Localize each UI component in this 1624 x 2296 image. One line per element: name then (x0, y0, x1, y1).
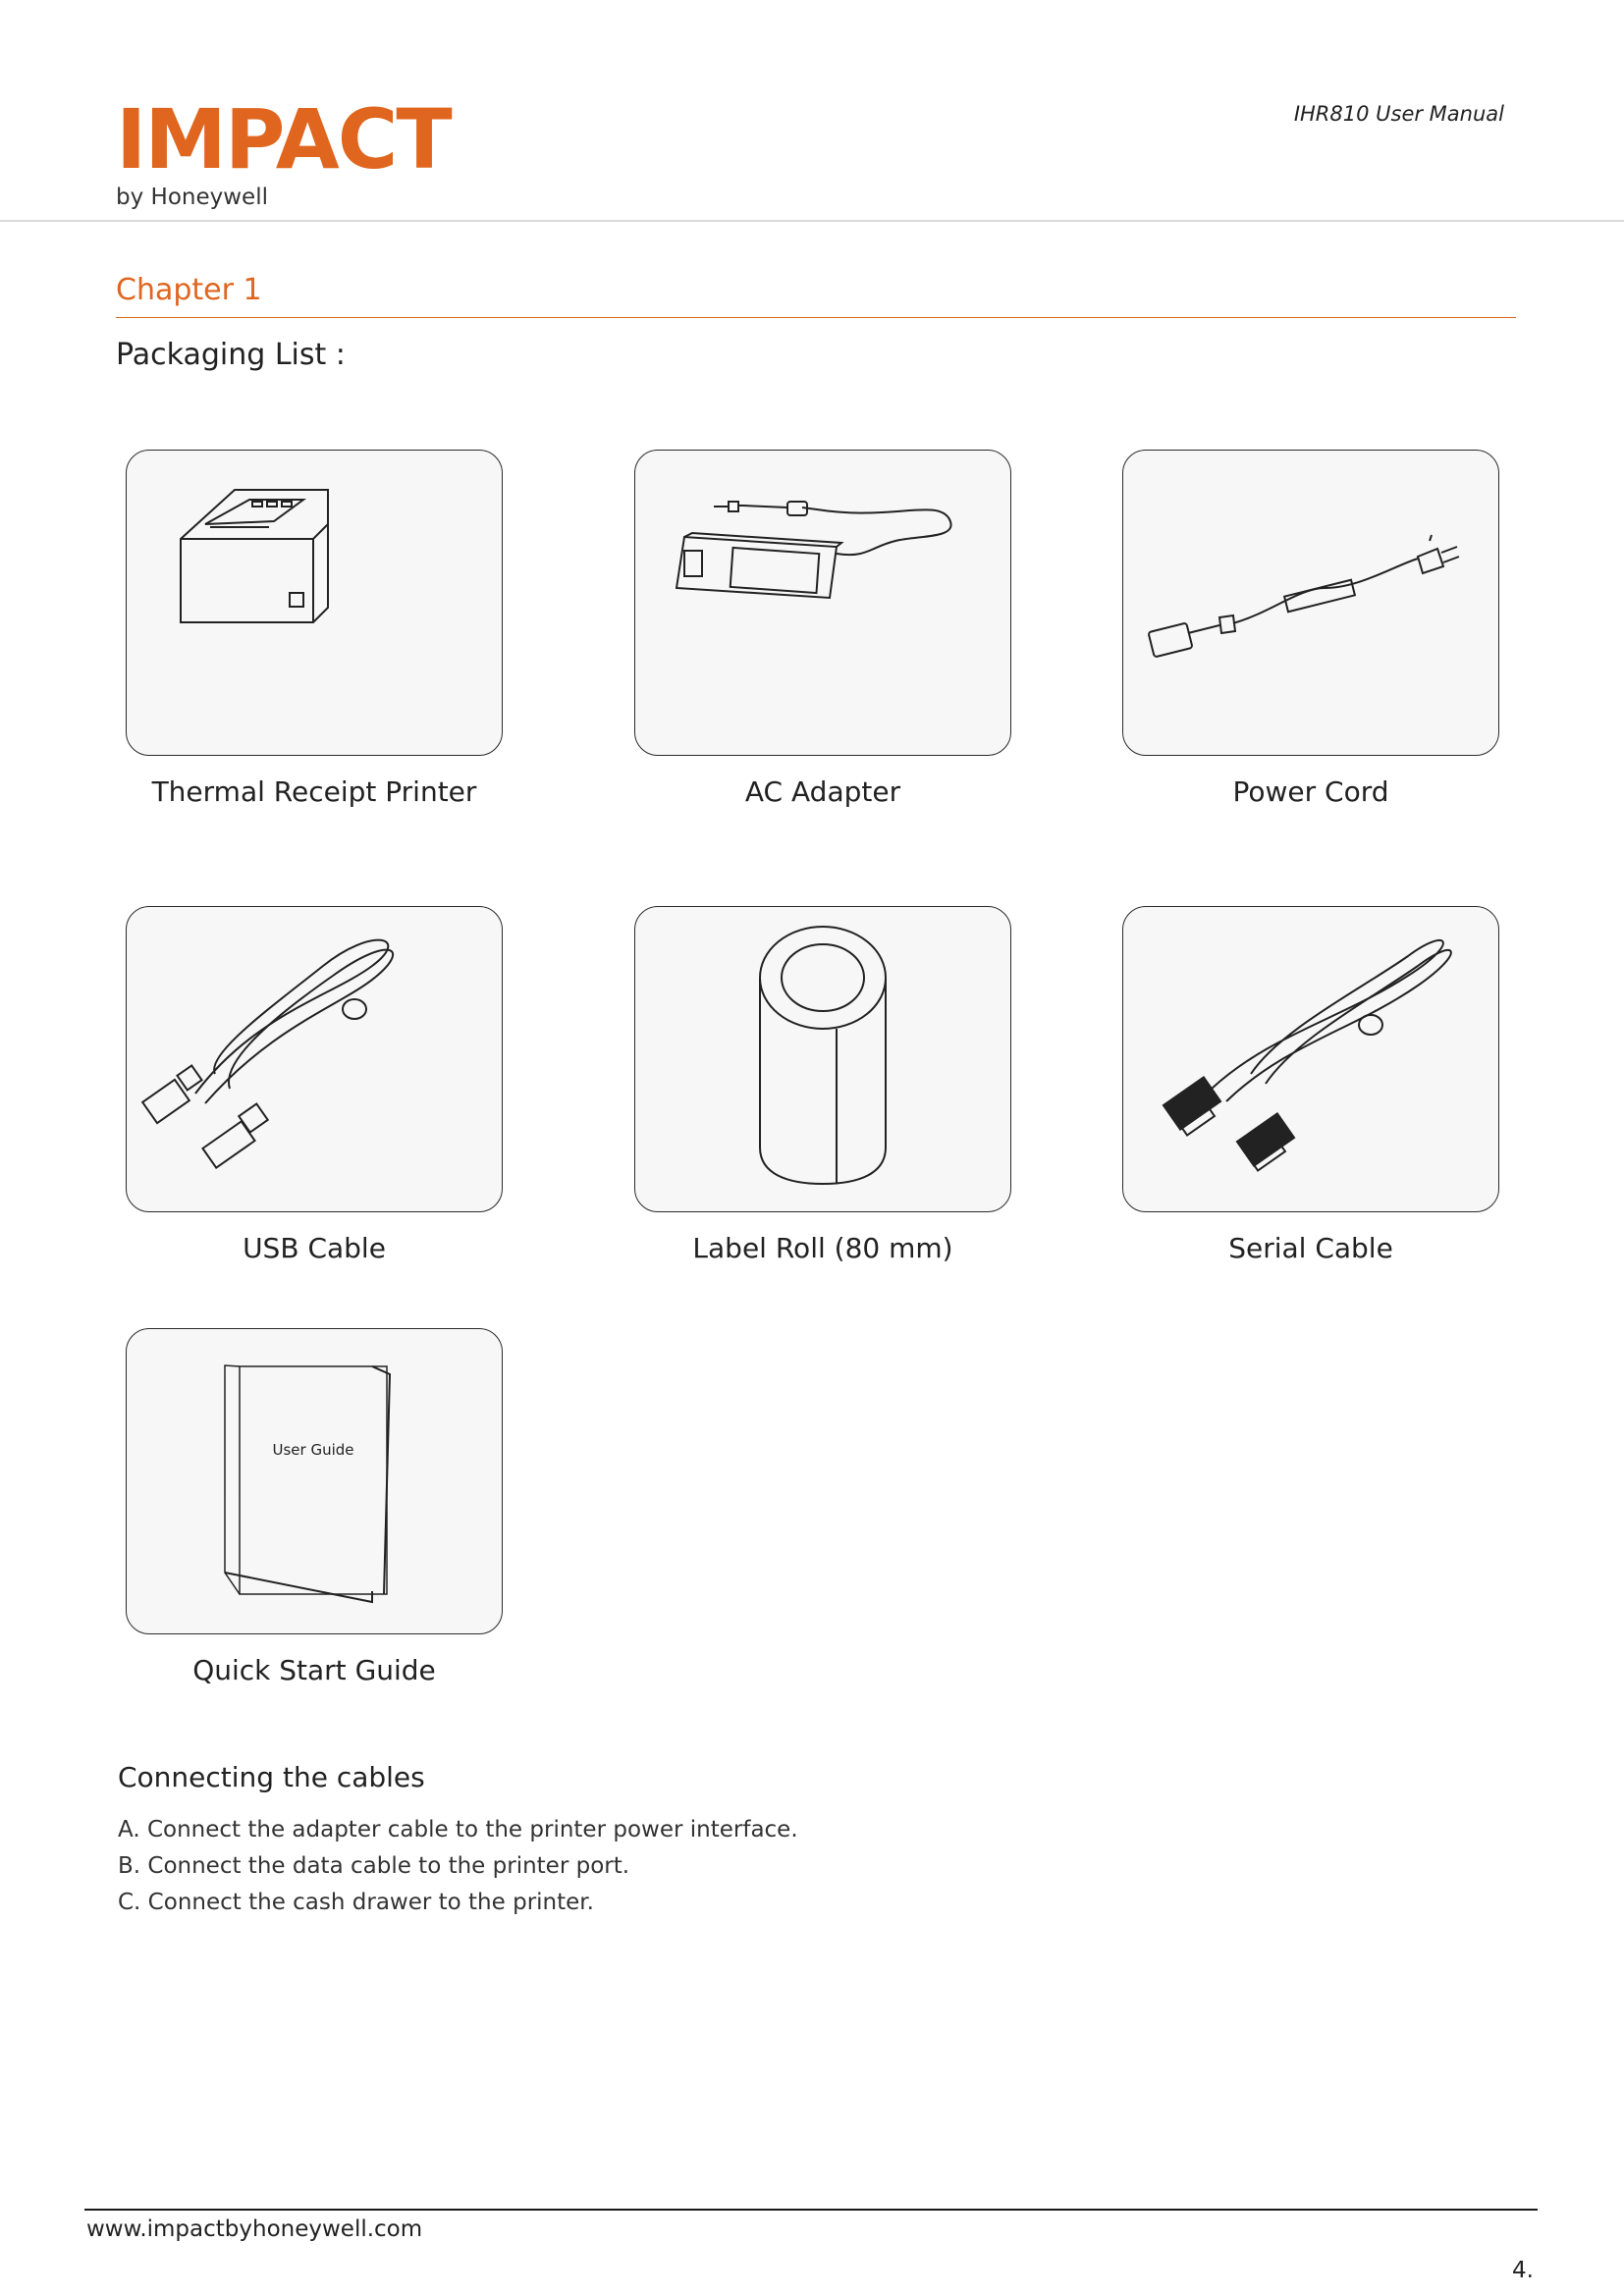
item-label: Label Roll (80 mm) (692, 1232, 953, 1264)
item-image-frame (126, 450, 503, 756)
user-guide-icon (127, 1329, 502, 1633)
item-image-frame (126, 906, 503, 1212)
step-item: B. Connect the data cable to the printer port. (118, 1853, 630, 1879)
logo-wordmark: IMPACT (116, 91, 451, 187)
item-image-frame (634, 450, 1011, 756)
page-number: 4. (1512, 2258, 1534, 2283)
package-item-serial-cable (1122, 906, 1499, 1264)
step-item: A. Connect the adapter cable to the printer power interface. (118, 1817, 798, 1842)
footer-website-link[interactable]: www.impactbyhoneywell.com (86, 2216, 423, 2242)
package-item-usb-cable (126, 906, 503, 1264)
document-title: IHR810 User Manual (1293, 102, 1504, 126)
power-cord-icon (1123, 451, 1498, 755)
brand-logo (116, 91, 451, 210)
footer-divider (84, 2209, 1538, 2211)
item-label: Thermal Receipt Printer (151, 775, 477, 808)
booklet-title: User Guide (272, 1441, 354, 1459)
package-item-printer (126, 450, 503, 808)
package-item-label-roll (634, 906, 1011, 1264)
usb-cable-icon (127, 907, 502, 1211)
thermal-printer-icon (127, 451, 502, 755)
package-item-quick-start-guide (126, 1328, 503, 1686)
item-label: USB Cable (243, 1232, 386, 1264)
item-label: AC Adapter (744, 775, 901, 808)
item-image-frame (126, 1328, 503, 1634)
package-item-power-cord (1122, 450, 1499, 808)
item-image-frame (634, 906, 1011, 1212)
package-item-ac-adapter (634, 450, 1011, 808)
ac-adapter-icon (635, 451, 1010, 755)
section-title: Packaging List : (116, 338, 346, 372)
label-roll-icon (635, 907, 1010, 1211)
serial-cable-icon (1123, 907, 1498, 1211)
connecting-heading: Connecting the cables (118, 1761, 425, 1793)
item-label: Serial Cable (1228, 1232, 1393, 1264)
item-image-frame (1122, 450, 1499, 756)
chapter-divider (116, 317, 1516, 318)
item-label: Power Cord (1232, 775, 1389, 808)
header-divider (0, 220, 1624, 222)
item-image-frame (1122, 906, 1499, 1212)
chapter-heading: Chapter 1 (116, 273, 262, 307)
item-label: Quick Start Guide (192, 1654, 436, 1686)
connecting-steps-list (118, 1812, 798, 1921)
logo-subtitle: by Honeywell (116, 185, 268, 210)
step-item: C. Connect the cash drawer to the printer. (118, 1890, 594, 1915)
